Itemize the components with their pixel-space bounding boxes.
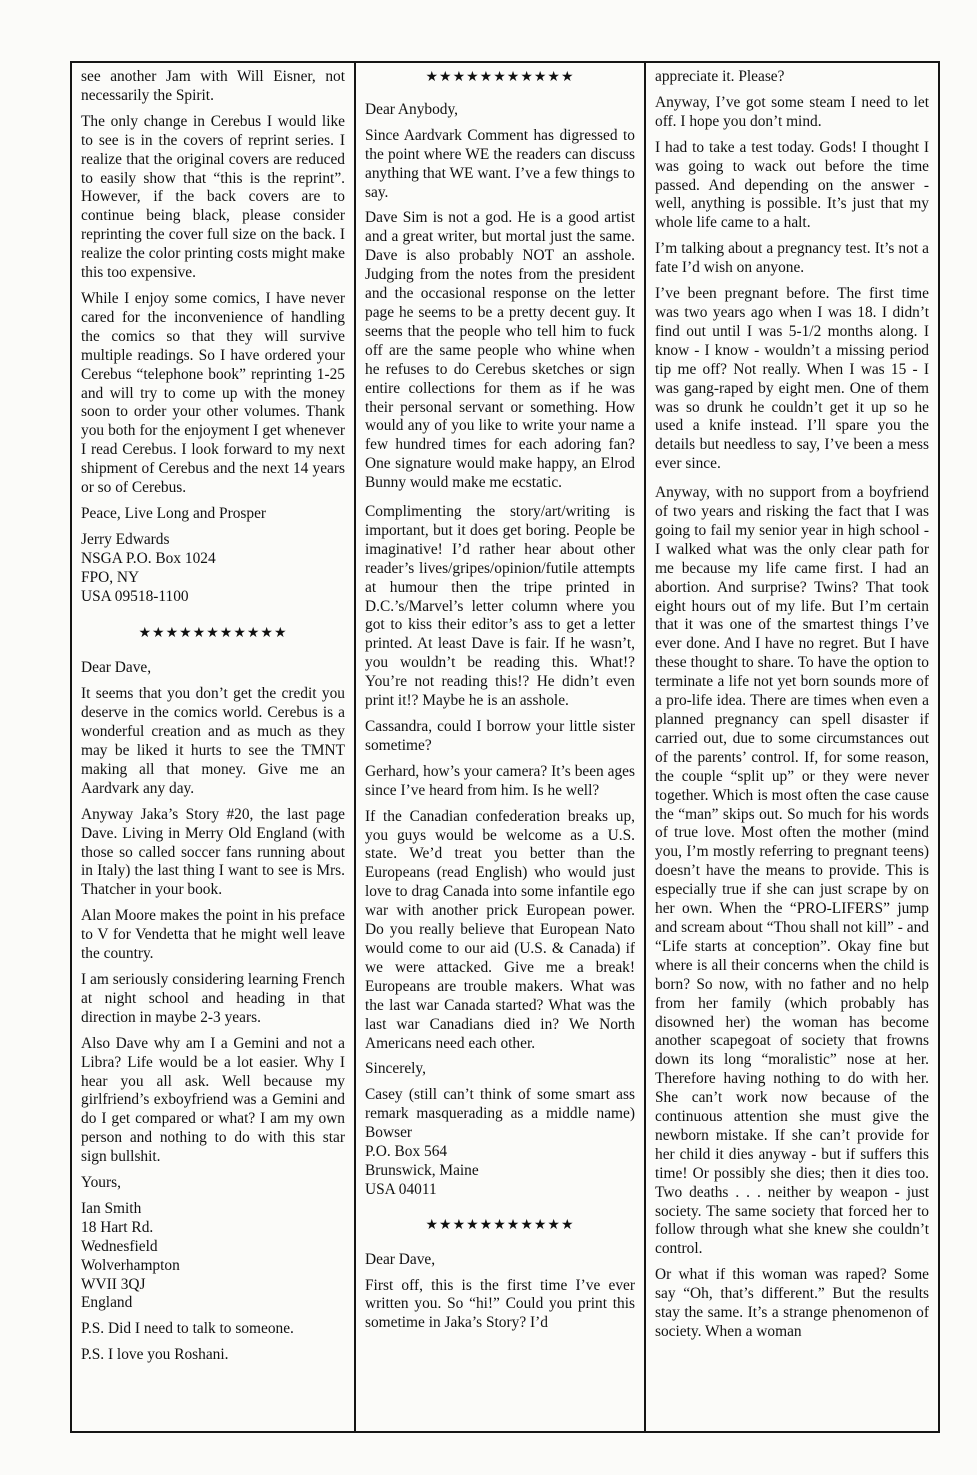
address-line: Wolverhampton <box>81 1256 180 1274</box>
letter-signoff: Sincerely, <box>365 1060 426 1078</box>
paragraph: Alan Moore makes the point in his preface to V for Vendetta that he might well leave the country. <box>81 907 345 963</box>
star-separator: ★★★★★★★★★★★ <box>138 625 288 642</box>
letter-salutation: Dear Dave, <box>81 659 152 677</box>
address-line: USA 04011 <box>365 1180 437 1198</box>
column-right <box>646 63 938 1431</box>
paragraph: I’ve been pregnant before. The first time was two years ago when I was 18. I didn’t find out until I was 5-1/2 months along. I know - I know - wouldn’t a missing period tip me off? Not really. When I was 15 - I was gang-raped by eight men. One of them was so drunk he couldn’t get it up so he used a knife instead. I’ll spare you the details but needless to say, I’ve been a mess ever since. <box>655 285 929 473</box>
address-line: England <box>81 1294 133 1312</box>
sender-name: Ian Smith <box>81 1199 142 1217</box>
paragraph: Or what if this woman was raped? Some say “Oh, that’s different.” But the results stay the same. It’s a strange phenomenon of society. When a woman <box>655 1266 929 1340</box>
sender-name: Casey (still can’t think of some smart ass remark masquerading as a middle name) Bowser <box>365 1086 635 1142</box>
paragraph: Anyway Jaka’s Story #20, the last page Dave. Living in Merry Old England (with those so called soccer fans running about in Italy) the last thing I want to see is Mrs. Thatcher in your book. <box>81 805 345 899</box>
paragraph: Cassandra, could I borrow your little sister sometime? <box>365 718 635 754</box>
postscript: P.S. Did I need to talk to someone. <box>81 1320 294 1338</box>
column-left <box>72 63 356 1431</box>
address-line: Wednesfield <box>81 1237 158 1255</box>
paragraph: While I enjoy some comics, I have never cared for the inconvenience of handling the comics so that they will survive multiple readings. So I have ordered your Cerebus “telephone book” reprinting 1-25 and will try to come up with the money soon to order your other volumes. Thank you both for the enjoyment I get whenever I read Cerebus. I look forward to my next shipment of Cerebus and the next 14 years or so of Cerebus. <box>81 289 345 497</box>
paragraph: It seems that you don’t get the credit you deserve in the comics world. Cerebus is a wonderful creation and as much as they may be liked it hurts to see the TMNT making all that money. Give me an Aardvark any day. <box>81 685 345 797</box>
paragraph: First off, this is the first time I’ve ever written you. So “hi!” Could you print this sometime in Jaka’s Story? I’d <box>365 1276 635 1332</box>
postscript: P.S. I love you Roshani. <box>81 1346 229 1364</box>
paragraph: The only change in Cerebus I would like to see is in the covers of reprint series. I realize that the original covers are reduced to easily show that “this is the reprint”. However, if the back covers are to continue being black, please consider reprinting the cover full size on the back. I realize the color printing costs might make this too expensive. <box>81 112 345 282</box>
paragraph: Gerhard, how’s your camera? It’s been ages since I’ve heard from him. Is he well? <box>365 762 635 799</box>
paragraph: Dave Sim is not a god. He is a good artist and a great writer, but mortal just the same. Dave is also probably NOT an asshole. Judging from the notes from the president and the occasional response on the letter page he seems to be a pretty decent guy. It seems that the people who tell him to fuck off are the same people who whine when he refuses to do Cerebus sketches or sign entire collections for them as if he was their personal servant or something. How would any of you like to write your name a few hundred times for each adoring fan? One signature would make happy, an Elrod Bunny would make me ecstatic. <box>365 209 635 492</box>
letter-signoff: Peace, Live Long and Prosper <box>81 504 267 522</box>
paragraph: appreciate it. Please? <box>655 68 785 85</box>
star-separator: ★★★★★★★★★★★ <box>425 1216 575 1233</box>
letter-salutation: Dear Dave, <box>365 1250 436 1268</box>
paragraph: Anyway, with no support from a boyfriend of two years and risking the fact that I was going to fail my senior year in high school - I walked what was the only clear path for me because my life came first. I had an abortion. And surprise? Twins? That took eight hours out of my life. But I’m certain that it was one of the smartest things I’ve ever done. And I have no regret. But I have these thought to share. To have the option to terminate a life not yet born sounds more of a pro-life idea. There are times when even a planned pregnancy can spell disaster if carried out, due to some circumstances out of the parents’ control. If, for some reason, the couple “split up” or they were never together. Which is most often the case cause the “man” skips out. So much for his words of true love. Most often the mother (mind you, I’m mostly referring to pregnant teens) doesn’t have the means to provide. This is especially true if she can just scrape by on her own. When the “PRO-LIFERS” jump and scream about “Thou shall not kill” - and “Life starts at conception”. Okay fine but where is all their concerns when the child is born? So now, with no father and no help from her family (which probably has disowned her) the woman has become another scapegoat of society that frowns down its long “moralistic” nose at her. Therefore having nothing to do with her. She can’t work now because of the continuous attention she must give the newborn mistake. If she can’t provide for her child it dies anyway - but if suffers this time! Or possibly she dies; then it dies too. Two deaths . . . neither by weapon - just society. The same society that forced her to follow through what she knew she couldn’t control. <box>655 484 929 1258</box>
paragraph: Complimenting the story/art/writing is important, but it does get boring. People be imaginative! I’d rather hear about other reader’s lives/gripes/opinion/futile attempts at humour then the tripe printed in D.C.’s/Marvel’s letter column where you got to kiss their editor’s ass to get a letter printed. At least Dave is fair. If he wasn’t, you wouldn’t be reading this. What!? You’re not reading this!? He didn’t even print it!? Maybe he is an asshole. <box>365 503 635 710</box>
paragraph: Since Aardvark Comment has digressed to the point where WE the readers can discuss anything that WE want. I’ve a few things to say. <box>365 126 635 201</box>
letter-salutation: Dear Anybody, <box>365 100 459 118</box>
paragraph: If the Canadian confederation breaks up, you guys would be welcome as a U.S. state. We’d treat you better than the Europeans (read English) who would just love to drag Canada into some infantile ego war with another prick European power. Do you really believe that European Nato would come to our aid (U.S. & Canada) if we were attacked. Give me a break! Europeans are trouble makers. What was the last war Canada started? What was the last war Canadians died in? We North Americans need each other. <box>365 807 635 1052</box>
address-line: USA 09518-1100 <box>81 587 189 605</box>
letter-signoff: Yours, <box>81 1174 121 1192</box>
address-line: WVII 3QJ <box>81 1275 146 1293</box>
address-line: Brunswick, Maine <box>365 1161 479 1179</box>
sender-address <box>365 1143 635 1200</box>
paragraph: I’m talking about a pregnancy test. It’s not a fate I’d wish on anyone. <box>655 240 929 277</box>
column-middle <box>356 63 646 1431</box>
address-line: 18 Hart Rd. <box>81 1218 154 1236</box>
paragraph: I had to take a test today. Gods! I thought I was going to wack out before the time passed. And depending on the answer - well, anything is possible. It’s just that my whole life came to a halt. <box>655 138 929 232</box>
address-line: NSGA P.O. Box 1024 <box>81 549 216 567</box>
paragraph: Anyway, I’ve got some steam I need to let off. I hope you don’t mind. <box>655 93 929 130</box>
letters-page-frame <box>70 61 940 1433</box>
paragraph: I am seriously considering learning French at night school and heading in that direction in maybe 2-3 years. <box>81 970 345 1026</box>
star-separator: ★★★★★★★★★★★ <box>425 69 575 85</box>
sender-address <box>81 1200 345 1313</box>
paragraph: Also Dave why am I a Gemini and not a Libra? Life would be a lot easier. Why I hear you all ask. Well because my girlfriend’s exboyfriend was a Gemini and do I get compared or what? I am my own person and nothing to do with this star sign bullshit. <box>81 1034 345 1166</box>
address-line: FPO, NY <box>81 568 140 586</box>
paragraph: see another Jam with Will Eisner, not necessarily the Spirit. <box>81 68 345 104</box>
address-line: P.O. Box 564 <box>365 1143 448 1161</box>
sender-address <box>81 531 345 607</box>
sender-name: Jerry Edwards <box>81 530 170 548</box>
